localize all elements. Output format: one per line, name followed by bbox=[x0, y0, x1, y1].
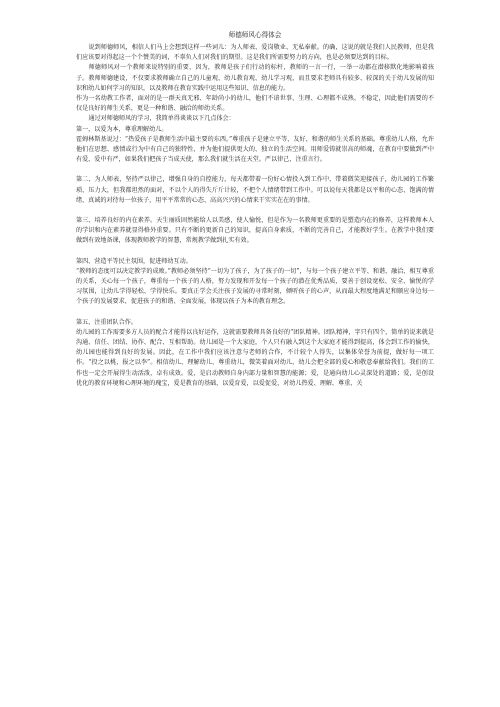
paragraph: 作为一名幼教工作者，面对的是一群天真无邪、年龄尚小的幼儿，他们不谙世事，生理、心理都不成熟、不稳定，因此他们需要的不仅是良好的师生关系，更是一种和谐、融洽的师幼关系。 bbox=[76, 95, 434, 113]
paragraph: 第一，以爱为本，尊重理解幼儿。 bbox=[76, 125, 168, 133]
paragraph: 通过对师德师风的学习，我简单得谈谈以下几点体会： bbox=[88, 115, 235, 123]
paragraph: 第三、培养良好的内在素养。天生丽质固然能给人以美感，使人愉悦，但是作为一名教师更重要的是塑造内在的修养，这样教师本人的学识和内在素养就显得格外重要。只有不断的更新自己的知识，提高自身素质，不断的完善自己，才能教好学生。在教学中我们要做到有效地备课，体现教师教学的智慧，常规教学做到扎实有效。 bbox=[76, 217, 434, 245]
paragraph: “教师的态度可以决定教学的成败。”教师必须坚持“一切为了孩子，为了孩子的一切”，与每一个孩子建立平等、和谐、融洽、相互尊重的关系，关心每一个孩子，尊重每一个孩子的人格，努力发现和开发每一个孩子的潜在优秀品质，要善于创设宽松、安全、愉悦的学习氛围，让幼儿学得轻松、学得快乐。要真正学会关注孩子发展的寻常时刻，倾听孩子的心声，从而最大程度地满足和顺应身边每一个孩子的发展要求，促进孩子的和谐、全面发展，体现以孩子为本的教育理念。 bbox=[76, 267, 434, 306]
document-body bbox=[76, 43, 434, 389]
paragraph: 说到师德师风，相信人们马上会想到这样一些词儿：为人师表、爱岗敬业、无私奉献。的确，这说的就是我们人民教师，但是我们应该要对得起这一个个赞美的词，不辜负人们对我们的期望。这是我们所需要努力的方向，也是必须要达到的目标。 bbox=[76, 44, 434, 62]
paragraph: 幼儿园的工作需要多方人员的配合才能得以良好运作，这就需要教师具备良好的“团队精神。团队精神，字只有四个，简单的说来就是沟通、信任、团结、协作、配合、互相帮助。幼儿园是一个大家庭，个人只有融入到这个大家庭才能得到提高，体会到工作的愉快，幼儿园也能得到良好的发展。因此，在工作中我们应该注意与老师的合作，不计较个人得失，以集体荣誉为前提，做好每一项工作。“投之以桃，报之以李”。相信幼儿、理解幼儿、尊重幼儿，微笑着面对幼儿，幼儿会把全部的爱心和敬意奉献给我们。我们的工作也一定会开展得生动活泼，卓有成效。爱，是启动教师自身内部力量和智慧的能源；爱，是通向幼儿心灵深处的道路；爱，是创设优化的教育环境和心理环境的瑰宝，爱是教育的基础，以爱育爱，以爱促爱，对幼儿热爱、理解、尊重、关 bbox=[76, 328, 434, 387]
document-title: 师德师风心得体会 bbox=[228, 31, 282, 39]
paragraph: 第五、注重团队合作。 bbox=[76, 318, 137, 326]
paragraph: 第二、为人师表，坚持严以律己，增强自身的自控能力，每天都带着一份好心情投入到工作中，带着微笑迎接孩子，幼儿园的工作繁琐、压力大，但我都坦然的面对，不以个人的得失斤斤计较，不把个人情绪带到工作中。可以说每天我都是以平和的心态、饱满的情绪，真诚的对待每一位孩子，用平平常常的心态、高高兴兴的心情来干实实在在的事情。 bbox=[76, 176, 434, 204]
paragraph: 师德师风对一个教师来说特别的重要，因为，教师是孩子们行动的标杆，教师的一言一行，一举一动都在潜移默化地影响着孩子。教师师德建设，不仅要求教师确立自己的儿童观、幼儿教育观、幼儿学习观，而且要求老师具有较多、较深的关于幼儿发展的知识和幼儿如何学习的知识，以及教师在教育实践中运用这些知识、信息的能力。 bbox=[76, 64, 434, 92]
paragraph: 霍姆林斯基说过：“热爱孩子是教师生活中最主要的东西。”尊重孩子是建立平等、友好、和谐的师生关系的基础。尊重幼儿人格，允许他们在思想、感情或行为中有自己的独特性，并为他们提供更大的、独立的生活空间。用师爱铸就崇高的师魂，在教育中要做到严中有爱、爱中有严，如果我们把孩子当成天使，那么我们就生活在天堂。严以律己，注重言行。 bbox=[76, 135, 434, 164]
paragraph: 第四、营造平等民主氛围，促进师幼互动。 bbox=[76, 257, 192, 265]
